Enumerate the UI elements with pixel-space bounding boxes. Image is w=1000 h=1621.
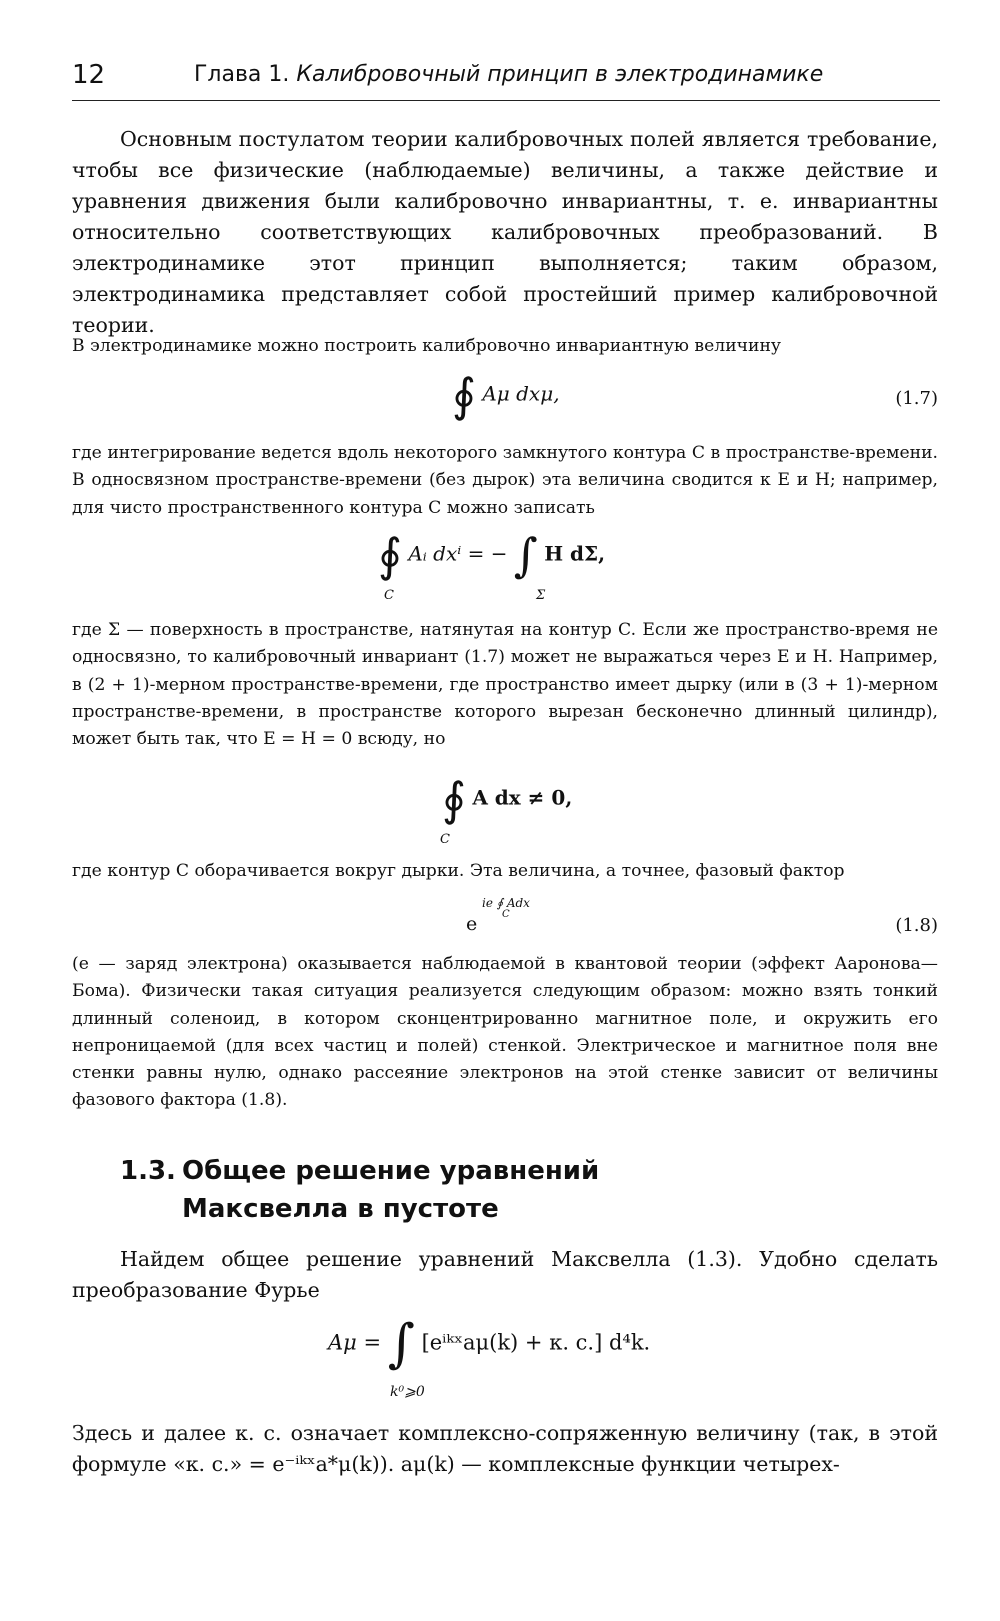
equation-nonzero-body: A dx ≠ 0,	[472, 785, 573, 810]
paragraph-complex-conjugate: Здесь и далее к. с. означает комплексно-сопряженную величину (так, в этой формуле «к. с.» = e⁻ⁱᵏˣa*μ(k)). aμ(k) — комплексные функции четырех-	[72, 1421, 938, 1476]
paragraph-fourier-intro: Найдем общее решение уравнений Максвелла (1.3). Удобно сделать преобразование Фурье	[72, 1247, 938, 1302]
contour-integral-symbol: ∮	[452, 368, 476, 422]
equation-stokes-left: Aᵢ dxⁱ = −	[408, 541, 508, 566]
equation-fourier-sub: k⁰⩾0	[390, 1384, 425, 1400]
paragraph-aharonov-bohm: (e — заряд электрона) оказывается наблюдаемой в квантовой теории (эффект Ааронова—Бома). Физически такая ситуация реализуется следующим образом: можно взять тонкий длинный соленоид, в котором сконцентрированно магнитное поле, и окружить его непроницаемой (для всех частиц и полей) стенкой. Электрическое и магнитное поля вне стенки равны нулю, однако рассеяние электронов на этой стенке зависит от величины фазового фактора (1.8).	[72, 954, 938, 1111]
equation-number-1-8: (1.8)	[895, 915, 938, 936]
equation-1-7-body: Aμ dxμ,	[482, 381, 560, 406]
equation-1-7	[452, 368, 560, 422]
paragraph-contour: где интегрирование ведется вдоль некоторого замкнутого контура C в пространстве-времени. В односвязном пространстве-времени (без дырок) эта величина сводится к E и H; например, для чисто пространственного контура C можно записать	[72, 443, 938, 518]
paragraph-surface: где Σ — поверхность в пространстве, натянутая на контур C. Если же пространство-время не односвязно, то калибровочный инвариант (1.7) может не выражаться через E и H. Например, в (2 + 1)-мерном пространстве-времени, где пространство имеет дырку (или в (3 + 1)-мерном пространстве-времени, в пространстве которого вырезан бесконечно длинный цилиндр), может быть так, что E = H = 0 всюду, но	[72, 620, 938, 750]
chapter-label: Глава 1.	[194, 62, 290, 87]
chapter-heading	[194, 62, 823, 87]
equation-1-8-exponent-sub: C	[502, 909, 510, 920]
equation-fourier-body: [eⁱᵏˣaμ(k) + к. с.] d⁴k.	[421, 1330, 651, 1355]
equation-stokes-right: H dΣ,	[544, 541, 606, 566]
integral-symbol: ∫	[513, 528, 538, 582]
page-number: 12	[72, 60, 106, 90]
running-header	[72, 60, 940, 101]
contour-integral-symbol: ∮	[378, 528, 402, 582]
equation-1-8-base: e	[466, 913, 478, 935]
equation-nonzero-sub: C	[440, 832, 450, 847]
equation-fourier	[328, 1314, 651, 1374]
equation-1-8-exponent: ie ∮ Adx	[482, 896, 530, 910]
paragraph-phase-factor: где контур C оборачивается вокруг дырки. Эта величина, а точнее, фазовый фактор	[72, 861, 845, 881]
section-number: 1.3.	[120, 1156, 176, 1186]
integral-symbol: ∫	[387, 1314, 415, 1374]
equation-stokes-sub-left: C	[384, 588, 394, 603]
chapter-title: Калибровочный принцип в электродинамике	[296, 62, 824, 87]
paragraph-invariant-intro: В электродинамике можно построить калибровочно инвариантную величину	[72, 336, 782, 356]
equation-stokes	[378, 528, 606, 582]
section-heading	[120, 1152, 599, 1228]
equation-nonzero-circulation	[442, 772, 573, 826]
equation-fourier-left: Aμ =	[328, 1330, 382, 1355]
contour-integral-symbol: ∮	[442, 772, 466, 826]
equation-number-1-7: (1.7)	[895, 388, 938, 409]
section-title-line2: Максвелла в пустоте	[182, 1194, 499, 1224]
equation-stokes-sub-right: Σ	[536, 588, 546, 603]
paragraph-gauge-postulate: Основным постулатом теории калибровочных полей является требование, чтобы все физические (наблюдаемые) величины, а также действие и уравнения движения были калибровочно инвариантны, т. е. инвариантны относительно соответствующих калибровочных преобразований. В электродинамике этот принцип выполняется; таким образом, электродинамика представляет собой простейший пример калибровочной теории.	[72, 127, 938, 337]
equation-1-8	[466, 896, 586, 940]
section-title-line1: Общее решение уравнений	[182, 1156, 600, 1186]
